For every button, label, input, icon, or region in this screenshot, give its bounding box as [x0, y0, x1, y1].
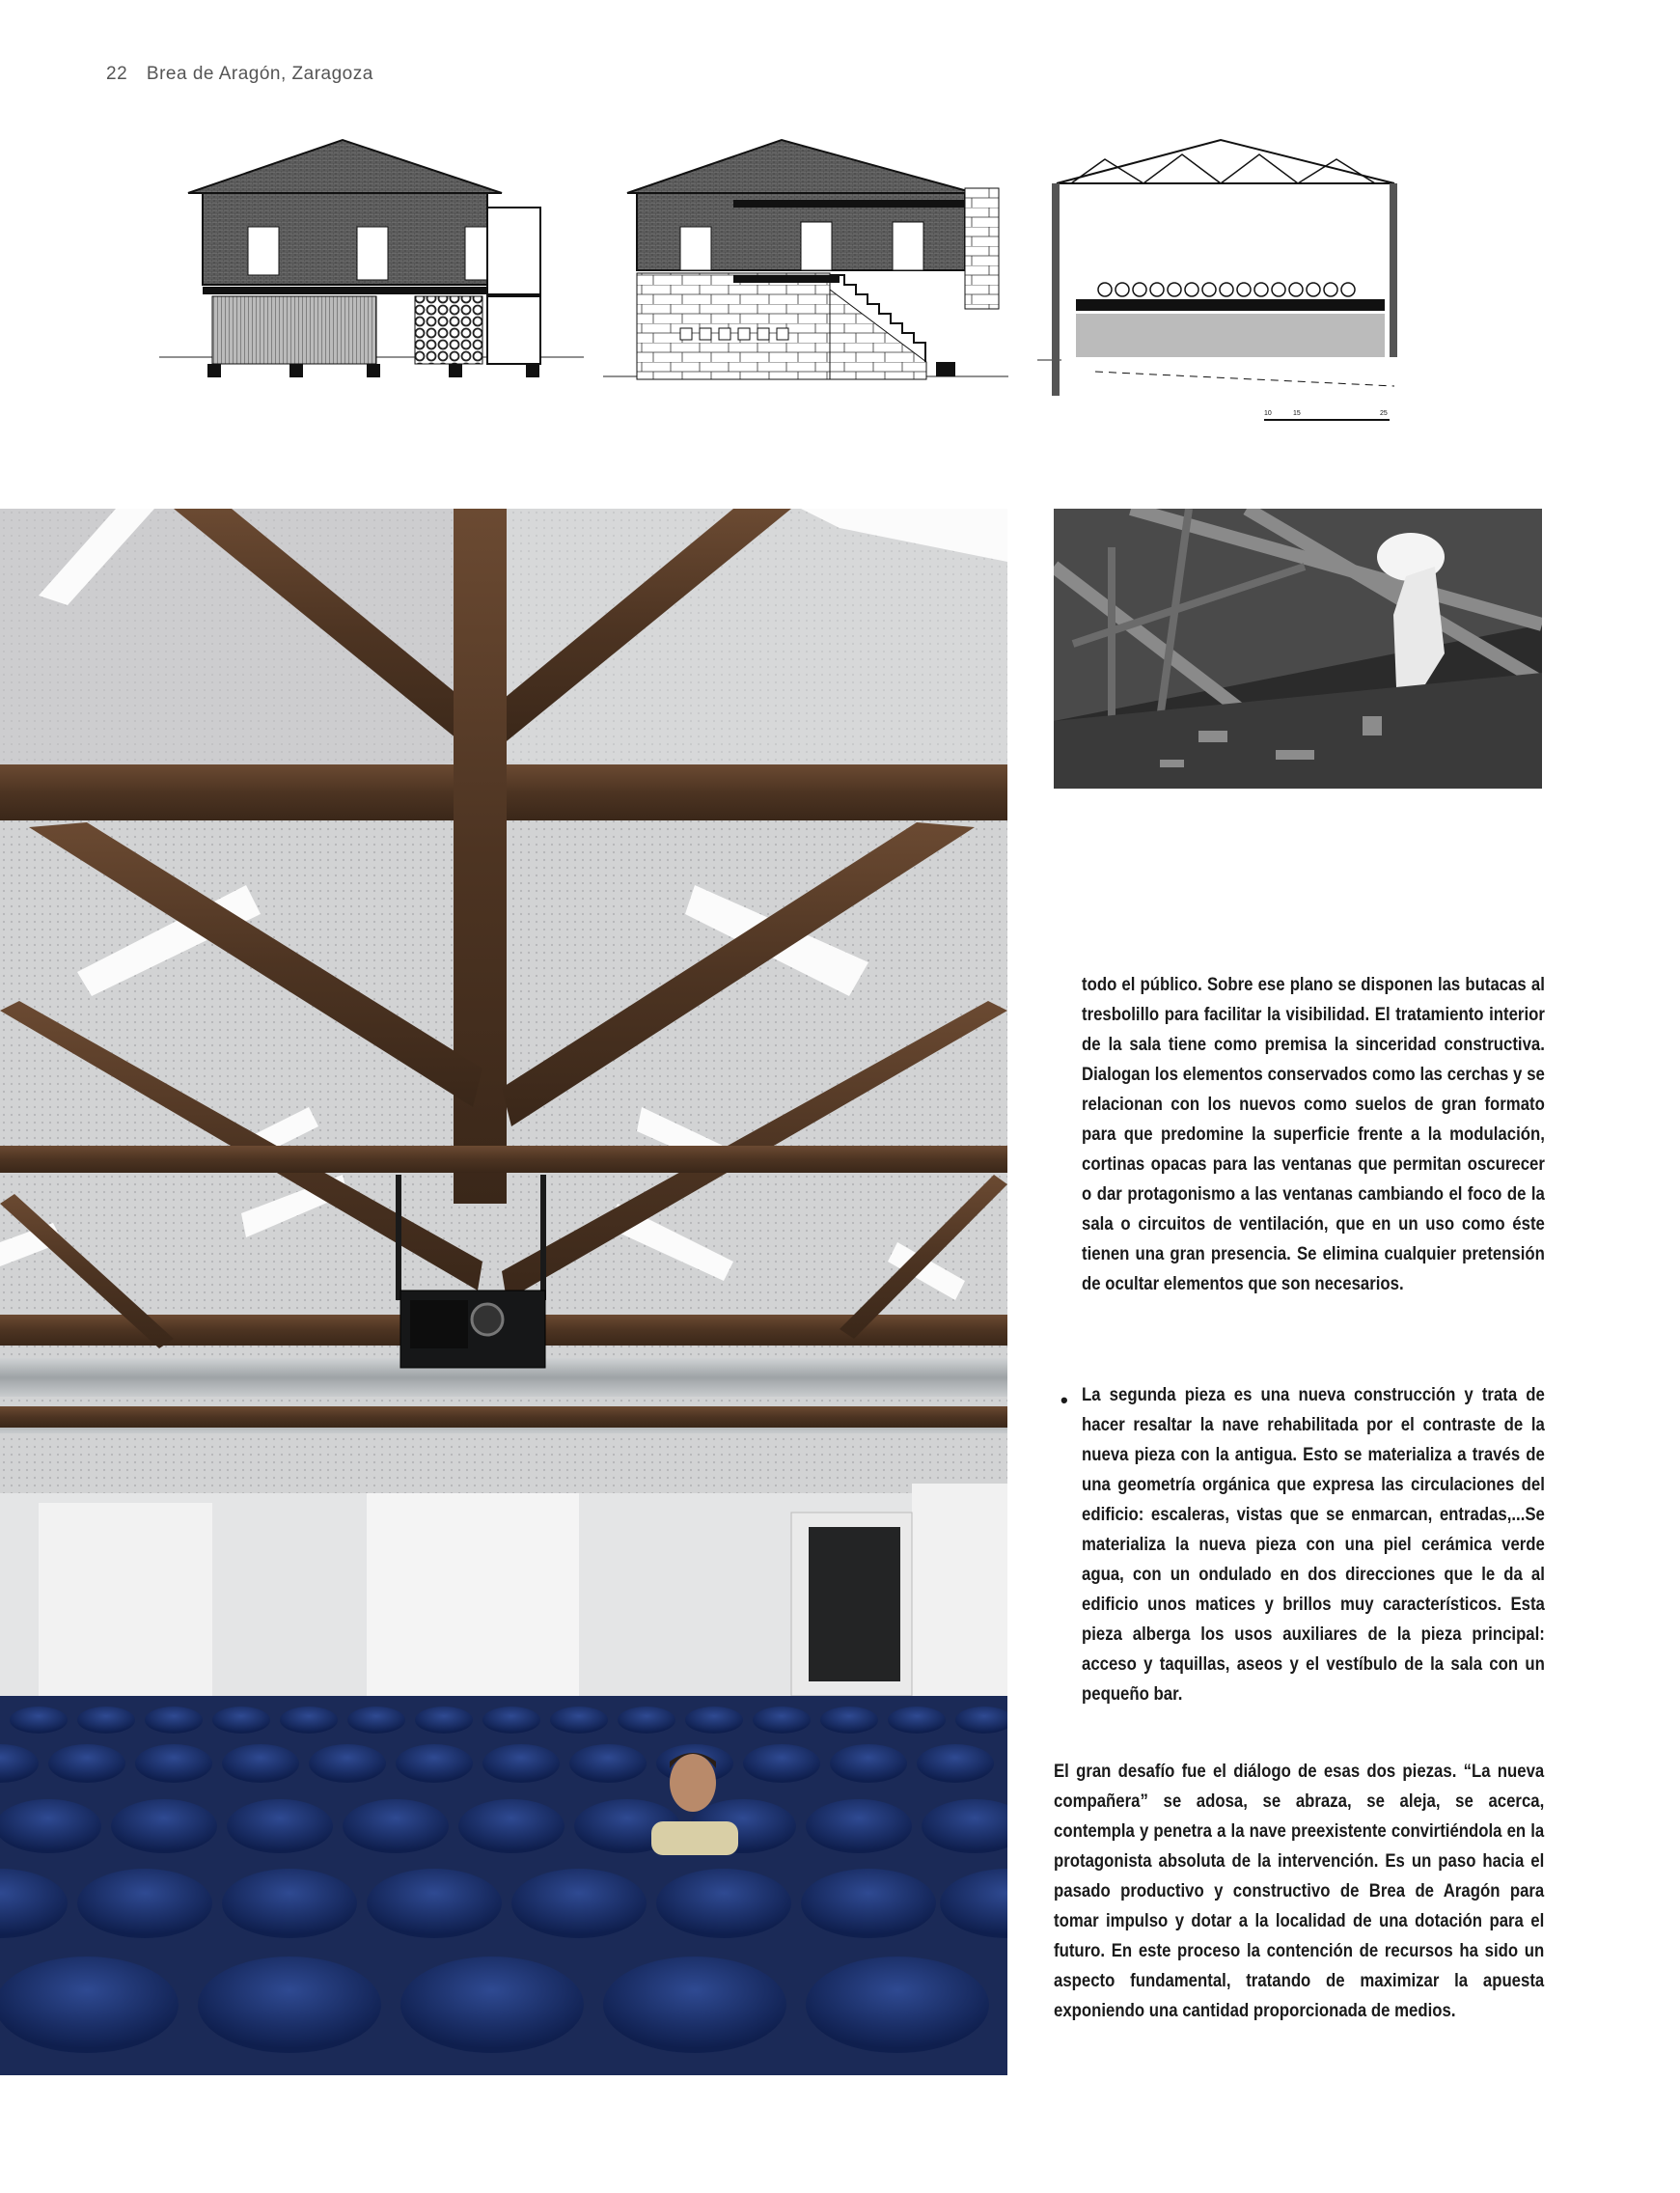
page-location: Brea de Aragón, Zaragoza: [146, 64, 373, 84]
paragraph-1-text: todo el público. Sobre ese plano se disponen las butacas al tresbolillo para facilitar la visibilidad. El tratamiento interior de la sala tiene como premisa la sinceridad constructiva. Dialogan los elementos conservados como las cerchas y se relacionan con los nuevos como suelos de gran formato para que predomine la superficie frente a la modulación, cortinas opacas para las ventanas que permitan oscurecer o dar protagonismo a las ventanas cambiando el foco de la sala o circuitos de ventilación, que en un uso como éste tienen una gran presencia. Se elimina cualquier pretensión de ocultar elementos que son necesarios.: [1082, 974, 1545, 1294]
section-drawing-1: [159, 130, 584, 410]
bullet-marker: •: [1060, 1388, 1068, 1412]
section-drawing-3: [1037, 130, 1423, 430]
scale-label-1: 10: [1264, 410, 1272, 417]
body-paragraph-2: [1082, 1380, 1545, 1709]
paragraph-2-text: La segunda pieza es una nueva construcción y trata de hacer resaltar la nave rehabilitada por el contraste de la nueva pieza con la antigua. Esto se materializa a través de una geometría orgánica que expresa las circulaciones del edificio: escaleras, vistas que se enmarcan, entradas,...Se materializa la nueva pieza con una piel cerámica verde agua, con un ondulado en dos direcciones que le da al edificio unos matices y brillos muy característicos. Esta pieza alberga los usos auxiliares de la pieza principal: acceso y taquillas, aseos y el vestíbulo de la sala con un pequeño bar.: [1082, 1384, 1545, 1705]
page-number: 22: [106, 64, 128, 84]
attic-photo: [1054, 509, 1542, 789]
cinema-interior-photo: [0, 509, 1007, 2075]
body-paragraph-3: [1054, 1757, 1544, 2026]
page-header: [106, 64, 373, 85]
scale-label-3: 25: [1380, 410, 1388, 417]
body-paragraph-1: [1082, 970, 1545, 1299]
section-drawing-2: [603, 130, 1008, 410]
paragraph-3-text: El gran desafío fue el diálogo de esas dos piezas. “La nueva compañera” se adosa, se abraza, se aleja, se acerca, contempla y penetra a la nave preexistente convirtiéndola en la protagonista absoluta de la intervención. Es un paso hacia el pasado productivo y constructivo de Brea de Aragón para tomar impulso y dotar a la localidad de una dotación para el futuro. En este proceso la contención de recursos ha sido un aspecto fundamental, tratando de maximizar la apuesta exponiendo una cantidad proporcionada de medios.: [1054, 1761, 1545, 2021]
scale-label-2: 15: [1293, 410, 1301, 417]
